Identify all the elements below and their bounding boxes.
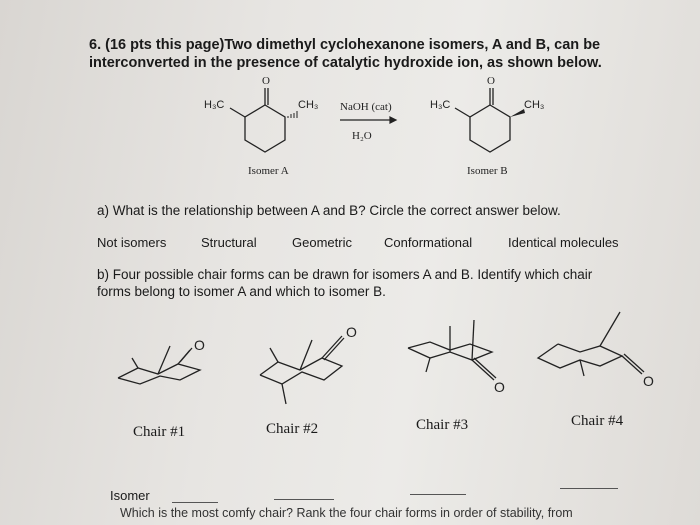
chair-1-drawing (118, 346, 200, 384)
isomer-a-structure (230, 88, 285, 152)
question-title-line-2: interconverted in the presence of catalytic hydroxide ion, as shown below. (89, 55, 602, 71)
isomer-b-methyl-right: CH₃ (524, 99, 545, 111)
choice-not-isomers[interactable]: Not isomers (97, 235, 167, 250)
part-b-prompt (97, 266, 592, 300)
chair-2-oxygen: O (346, 324, 357, 340)
chair-3-drawing (408, 320, 496, 380)
question-title (89, 36, 602, 72)
chair-4-drawing (538, 312, 644, 376)
isomer-a-hash-bond (288, 111, 297, 118)
chair-1-label: Chair #1 (133, 424, 186, 440)
chair-4-label: Chair #4 (571, 413, 624, 429)
isomer-blank-chair-2[interactable] (274, 499, 334, 500)
part-a-prompt: a) What is the relationship between A and B? Circle the correct answer below. (97, 203, 561, 218)
chair-3-oxygen: O (494, 379, 505, 395)
isomer-blank-chair-1[interactable] (172, 502, 218, 503)
choice-structural[interactable]: Structural (201, 235, 257, 250)
isomer-b-label: Isomer B (467, 165, 508, 177)
chair-1-oxygen: O (194, 337, 205, 353)
chair-2-drawing (260, 336, 344, 404)
isomer-b-methyl-left: H₃C (430, 99, 451, 111)
choice-geometric[interactable]: Geometric (292, 235, 352, 250)
chair-drawings (90, 300, 680, 410)
reaction-scheme (190, 70, 580, 180)
isomer-a-label: Isomer A (248, 165, 289, 177)
isomer-b-oxygen: O (487, 75, 495, 87)
part-b-line-2: forms belong to isomer A and which to isomer B. (97, 284, 386, 299)
isomer-b-structure (455, 88, 510, 152)
isomer-a-methyl-left: H₃C (204, 99, 225, 111)
chair-2-label: Chair #2 (266, 421, 319, 437)
isomer-b-wedge-bond (510, 109, 525, 117)
isomer-a-methyl-right: CH₃ (298, 99, 319, 111)
choice-identical-molecules[interactable]: Identical molecules (508, 235, 619, 250)
isomer-blank-chair-4[interactable] (560, 488, 618, 489)
isomer-blank-chair-3[interactable] (410, 494, 466, 495)
question-title-line-1: 6. (16 pts this page)Two dimethyl cyclohexanone isomers, A and B, can be (89, 37, 601, 53)
choice-conformational[interactable]: Conformational (384, 235, 473, 250)
isomer-a-oxygen: O (262, 75, 270, 87)
chair-4-oxygen: O (643, 373, 654, 389)
reagent-bottom: H₂O (352, 130, 372, 142)
part-b-line-1: b) Four possible chair forms can be drawn for isomers A and B. Identify which chair (97, 267, 593, 282)
chair-3-label: Chair #3 (416, 417, 469, 433)
reaction-drawing (190, 70, 580, 180)
equilibrium-arrow (340, 117, 396, 123)
isomer-row-label: Isomer (110, 488, 150, 503)
next-question-text: Which is the most comfy chair? Rank the four chair forms in order of stability, from (120, 506, 573, 520)
reagent-top: NaOH (cat) (340, 101, 392, 113)
chair-forms (90, 300, 680, 410)
